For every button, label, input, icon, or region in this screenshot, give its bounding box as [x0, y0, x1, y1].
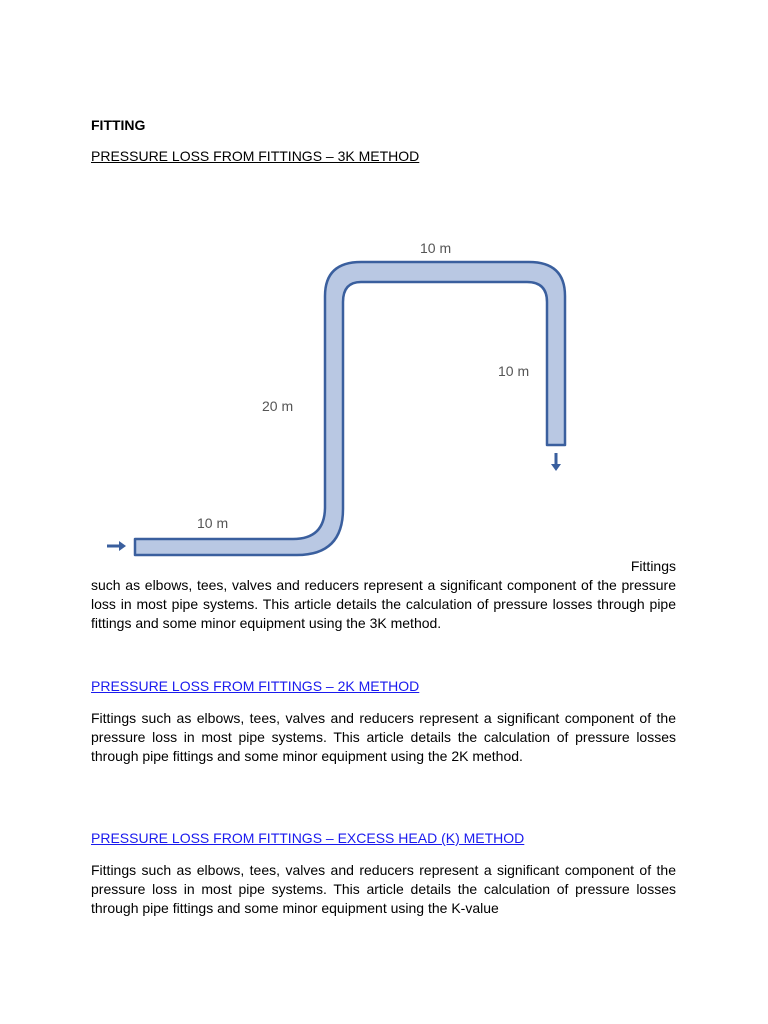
outlet-arrow-icon	[551, 453, 561, 471]
document-heading: FITTING	[91, 117, 146, 133]
link-excess-head-method[interactable]: PRESSURE LOSS FROM FITTINGS – EXCESS HEAD (K) METHOD	[91, 830, 525, 846]
pipe-diagram	[95, 230, 585, 565]
paragraph-excess-head: Fittings such as elbows, tees, valves and reducers represent a significant component of the pressure loss in most pipe systems. This article details the calculation of pressure losses through pipe fittings and some minor equipment using the K-value	[91, 862, 676, 916]
link-2k-method[interactable]: PRESSURE LOSS FROM FITTINGS – 2K METHOD	[91, 678, 420, 694]
label-down-run: 10 m	[498, 363, 530, 379]
section-title-3k: PRESSURE LOSS FROM FITTINGS – 3K METHOD	[91, 148, 420, 164]
inlet-arrow-icon	[107, 541, 126, 551]
label-bottom-run: 10 m	[197, 515, 229, 531]
paragraph-3k-lead: Fittings	[630, 558, 676, 574]
paragraph-2k: Fittings such as elbows, tees, valves and reducers represent a significant component of the pressure loss in most pipe systems. This article details the calculation of pressure losses through pipe fittings and some minor equipment using the 2K method.	[91, 710, 676, 764]
pipe-outline	[135, 262, 565, 555]
label-top-run: 10 m	[420, 240, 452, 256]
paragraph-3k: such as elbows, tees, valves and reducers represent a significant component of the pressure loss in most pipe systems. This article details the calculation of pressure losses through pipe fittings and some minor equipment using the 3K method.	[91, 577, 676, 631]
label-vertical-run: 20 m	[262, 398, 294, 414]
